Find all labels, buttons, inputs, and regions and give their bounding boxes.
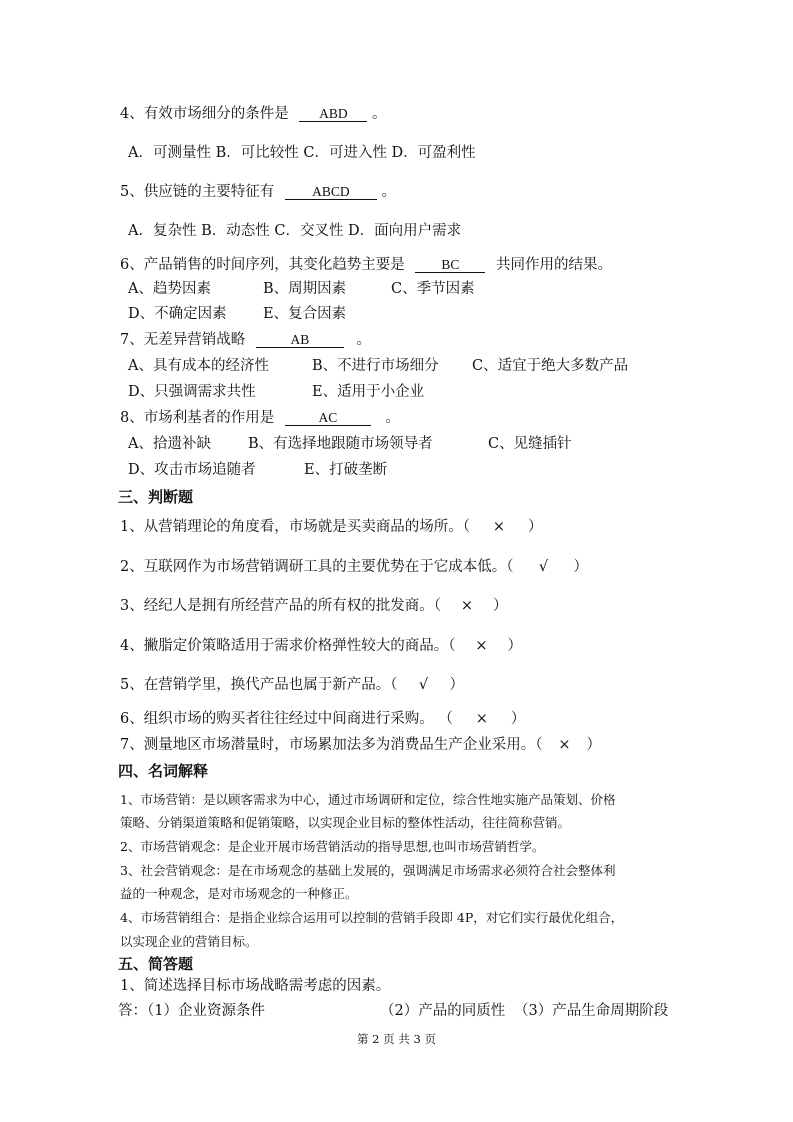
answer-point: （3）产品生命周期阶段 [514,1003,669,1019]
term-line: 策略、分销渠道策略和促销策略，以实现企业目标的整体性活动，往往简称营销。 [120,815,571,830]
question-7 [120,331,371,349]
section-heading-judge: 三、判断题 [118,488,194,506]
option: C、季节因素 [391,281,475,297]
option: D、只强调需求共性 [128,384,256,400]
question-end: 。 [371,106,387,122]
question-6 [120,256,612,274]
judge-item [120,597,507,615]
option-row [128,435,572,453]
judge-text: 2、互联网作为市场营销调研工具的主要优势在于它成本低。（ [120,559,514,575]
option: A、具有成本的经济性 [128,358,269,374]
term-line: 1、市场营销：是以顾客需求为中心，通过市场调研和定位，综合性地实施产品策划、价格 [120,792,616,807]
question-stem: 产品销售的时间序列，其变化趋势主要是 [143,257,405,273]
answer-point: （2）产品的同质性 [380,1003,506,1019]
option: B、有选择地跟随市场领导者 [248,436,433,452]
judge-text: 5、在营销学里，换代产品也属于新产品。（ [120,677,398,693]
question-end: 。 [385,410,400,426]
question-stem: 有效市场细分的条件是 [143,106,289,122]
option: A、趋势因素 [128,281,211,297]
option-row [128,305,346,323]
question-number: 8、 [120,410,144,426]
question-stem: 市场利基者的作用是 [143,410,275,426]
question-8 [120,409,400,427]
judge-mark: × [475,638,488,654]
question-5 [120,183,396,201]
judge-mark: × [475,711,488,727]
question-4-options: A．可测量性 B．可比较性 C．可进入性 D．可盈利性 [128,145,476,161]
term-line: 以实现企业的营销目标。 [120,934,258,949]
answer-blank: AC [285,410,371,426]
option: D、攻击市场追随者 [128,462,256,478]
judge-close: ） [586,737,601,753]
judge-item [120,676,464,694]
term-line: 益的一种观念，是对市场观念的一种修正。 [120,886,358,901]
judge-mark: √ [418,677,429,693]
term-line: 4、市场营销组合：是指企业综合运用可以控制的营销手段即 4P，对它们实行最优化组合， [120,910,624,925]
page-footer: 第 2 页 共 3 页 [357,1032,436,1046]
term-line: 2、市场营销观念：是企业开展市场营销活动的指导思想,也叫市场营销哲学。 [120,839,545,854]
section-heading-short: 五、简答题 [118,955,194,973]
option: E、适用于小企业 [312,384,425,400]
judge-close: ） [573,559,588,575]
judge-text: 1、从营销理论的角度看，市场就是买卖商品的场所。（ [120,519,470,535]
judge-item [120,518,542,536]
short-question: 1、简述选择目标市场战略需考虑的因素。 [120,978,391,994]
question-5-options: A．复杂性 B．动态性 C．交叉性 D．面向用户需求 [128,223,462,239]
judge-item [120,710,525,728]
answer-point: 答：（1）企业资源条件 [118,1003,265,1019]
option: C、见缝插针 [488,436,572,452]
judge-close: ） [507,638,522,654]
question-stem: 供应链的主要特征有 [143,184,275,200]
judge-text: 4、撇脂定价策略适用于需求价格弹性较大的商品。（ [120,638,456,654]
option: B、周期因素 [263,281,347,297]
question-end: 。 [356,332,371,348]
question-number: 6、 [120,257,144,273]
option-row [128,357,628,375]
option: D、不确定因素 [128,306,227,322]
option: C、适宜于绝大多数产品 [472,358,629,374]
judge-close: ） [527,519,543,535]
short-answer [118,1002,668,1020]
judge-item [120,558,588,576]
section-heading-terms: 四、名词解释 [118,762,209,780]
option: E、复合因素 [263,306,347,322]
question-end: 共同作用的结果。 [495,257,612,273]
term-line: 3、社会营销观念：是在市场观念的基础上发展的，强调满足市场需求必须符合社会整体利 [120,863,616,878]
question-end: 。 [381,184,396,200]
judge-item [120,736,601,754]
judge-close: ） [492,598,508,614]
option-row [128,383,424,401]
judge-mark: × [460,598,474,614]
option-row [128,280,475,298]
question-number: 7、 [120,332,144,348]
question-stem: 无差异营销战略 [143,332,246,348]
judge-close: ） [510,711,526,727]
judge-text: 7、测量地区市场潜量时，市场累加法多为消费品生产企业采用。（ [120,737,543,753]
question-number: 5、 [120,184,144,200]
judge-text: 6、组织市场的购买者往往经过中间商进行采购。 （ [120,711,453,727]
judge-close: ） [449,677,464,693]
judge-mark: × [492,519,506,535]
question-number: 4、 [120,106,144,122]
answer-blank: AB [256,332,344,348]
option: B、不进行市场细分 [312,358,439,374]
option-row [128,461,387,479]
option: A、拾遗补缺 [128,436,211,452]
judge-mark: × [558,737,571,753]
answer-blank: ABCD [285,184,377,200]
option: E、打破垄断 [304,462,388,478]
question-4 [120,105,386,123]
judge-mark: √ [538,559,549,575]
answer-blank: BC [415,257,485,273]
judge-item [120,637,522,655]
judge-text: 3、经纪人是拥有所经营产品的所有权的批发商。（ [120,598,441,614]
answer-blank: ABD [299,106,367,122]
